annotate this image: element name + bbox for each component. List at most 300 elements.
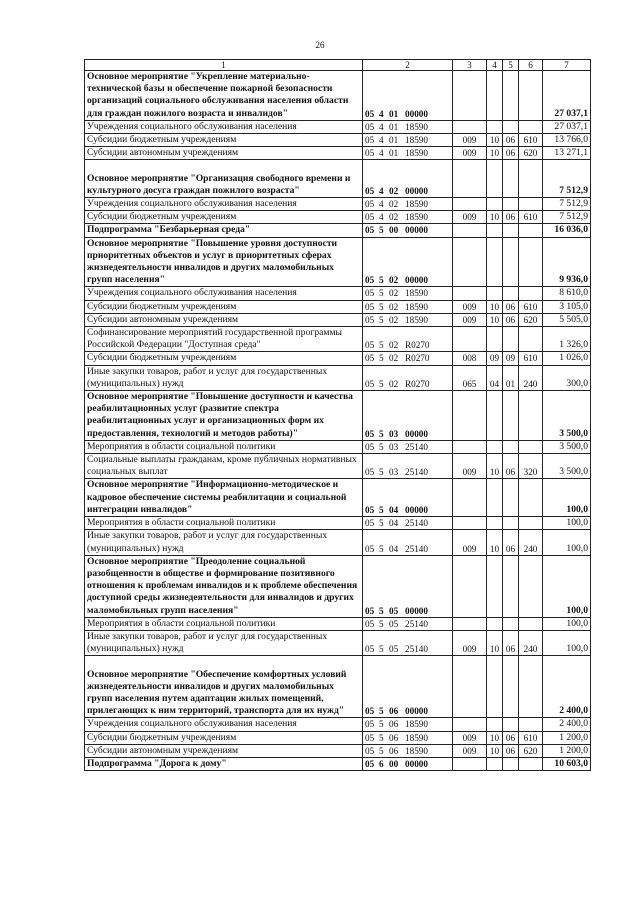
code-part: 05	[365, 758, 375, 769]
row-name: Субсидии автономным учреждениям	[85, 147, 363, 160]
row-col-5: 06	[503, 731, 519, 744]
row-col-5: 01	[503, 365, 519, 390]
row-col-5: 06	[503, 300, 519, 313]
row-col-6	[519, 237, 543, 287]
code-part: 5	[379, 543, 384, 554]
code-part: 00000	[405, 225, 428, 236]
code-part: 00	[389, 758, 399, 769]
row-code	[363, 352, 453, 365]
code-part: 06	[389, 706, 399, 717]
table-row	[85, 365, 591, 390]
row-amount: 2 400,0	[543, 656, 591, 718]
code-part: 00000	[405, 185, 428, 196]
row-col-5	[503, 517, 519, 530]
code-part: 05	[389, 618, 399, 629]
row-col-3	[453, 224, 487, 237]
code-part: 5	[379, 467, 384, 478]
row-col-5	[503, 617, 519, 630]
code-part: 5	[379, 378, 384, 389]
table-row	[85, 147, 591, 160]
row-amount: 1 326,0	[543, 327, 591, 352]
row-col-4: 10	[487, 630, 503, 655]
row-amount: 27 037,1	[543, 71, 591, 121]
row-code	[363, 287, 453, 300]
row-code	[363, 71, 453, 121]
header-col-6: 6	[519, 60, 543, 71]
row-col-5	[503, 555, 519, 617]
code-part: 02	[389, 314, 399, 325]
code-part: 02	[389, 288, 399, 299]
code-part: 03	[389, 428, 399, 439]
row-col-4: 10	[487, 454, 503, 479]
code-part: 05	[365, 199, 375, 210]
code-part: 00	[389, 225, 399, 236]
row-col-3: 009	[453, 744, 487, 757]
table-row	[85, 134, 591, 147]
row-code	[363, 120, 453, 133]
code-part: 05	[365, 618, 375, 629]
row-col-4	[487, 555, 503, 617]
row-code	[363, 440, 453, 453]
code-part: R0270	[405, 378, 430, 389]
code-part: 18590	[405, 135, 428, 146]
row-code	[363, 160, 453, 198]
table-row	[85, 391, 591, 441]
code-part: 02	[389, 212, 399, 223]
code-part: 4	[379, 148, 384, 159]
code-part: 5	[379, 340, 384, 351]
code-part: 18590	[405, 745, 428, 756]
code-part: 05	[365, 288, 375, 299]
code-part: 5	[379, 225, 384, 236]
row-col-6: 610	[519, 134, 543, 147]
row-amount: 1 200,0	[543, 731, 591, 744]
code-part: 4	[379, 185, 384, 196]
row-col-6: 240	[519, 365, 543, 390]
code-part: 05	[365, 108, 375, 119]
code-part: 00000	[405, 706, 428, 717]
row-name: Мероприятия в области социальной политики	[85, 617, 363, 630]
row-amount: 3 500,0	[543, 454, 591, 479]
code-part: 05	[365, 605, 375, 616]
row-col-6	[519, 617, 543, 630]
code-part: 03	[389, 467, 399, 478]
row-col-5	[503, 440, 519, 453]
code-part: 05	[365, 314, 375, 325]
row-col-6	[519, 120, 543, 133]
row-col-6: 620	[519, 744, 543, 757]
row-col-5: 06	[503, 454, 519, 479]
code-part: 00000	[405, 428, 428, 439]
code-part: 18590	[405, 314, 428, 325]
row-name: Основное мероприятие "Обеспечение комфортных условий жизнедеятельности инвалидов и других маломобильных групп населения путем адаптации жилых помещений, прилегающих к ним территорий, транспорта для их нужд"	[85, 656, 363, 718]
code-part: 25140	[405, 618, 428, 629]
row-name: Основное мероприятие "Организация свободного времени и культурного досуга граждан пожилого возраста"	[85, 160, 363, 198]
table-row	[85, 517, 591, 530]
code-part: R0270	[405, 340, 430, 351]
row-col-5	[503, 327, 519, 352]
row-code	[363, 630, 453, 655]
row-col-4: 10	[487, 211, 503, 224]
table-row	[85, 120, 591, 133]
code-part: 18590	[405, 288, 428, 299]
table-row	[85, 440, 591, 453]
code-part: 03	[389, 441, 399, 452]
row-col-3: 009	[453, 211, 487, 224]
row-amount: 7 512,9	[543, 211, 591, 224]
row-name: Софинансирование мероприятий государственной программы Российской Федерации "Доступная среда"	[85, 327, 363, 352]
code-part: 05	[365, 121, 375, 132]
code-part: 00000	[405, 108, 428, 119]
row-col-4	[487, 287, 503, 300]
header-col-2: 2	[363, 60, 453, 71]
table-row	[85, 352, 591, 365]
row-amount: 100,0	[543, 479, 591, 517]
code-part: 00000	[405, 605, 428, 616]
row-name: Субсидии бюджетным учреждениям	[85, 300, 363, 313]
row-amount: 27 037,1	[543, 120, 591, 133]
code-part: 00000	[405, 758, 428, 769]
page-number: 26	[315, 40, 325, 50]
row-col-3	[453, 237, 487, 287]
row-code	[363, 731, 453, 744]
code-part: 4	[379, 135, 384, 146]
code-part: 05	[365, 275, 375, 286]
row-col-5: 09	[503, 352, 519, 365]
code-part: 25140	[405, 467, 428, 478]
row-col-4: 10	[487, 530, 503, 555]
code-part: 18590	[405, 148, 428, 159]
row-col-6: 620	[519, 147, 543, 160]
row-col-4	[487, 224, 503, 237]
row-name: Основное мероприятие "Повышение доступности и качества реабилитационных услуг (развитие спектра реабилитационных услуг и организационных форм их предоставления, технологий и методов работы)"	[85, 391, 363, 441]
row-name: Учреждения социального обслуживания населения	[85, 198, 363, 211]
row-amount: 8 610,0	[543, 287, 591, 300]
row-code	[363, 555, 453, 617]
row-col-4: 10	[487, 134, 503, 147]
row-code	[363, 365, 453, 390]
table-row	[85, 287, 591, 300]
table-row	[85, 224, 591, 237]
row-col-5	[503, 479, 519, 517]
row-name: Субсидии автономным учреждениям	[85, 744, 363, 757]
row-name: Основное мероприятие "Преодоление социальной разобщенности в обществе и формирование позитивного отношения к проблемам инвалидов и к проблеме обеспечения доступной среды жизнедеятельности для инвалидов и других маломобильных групп населения"	[85, 555, 363, 617]
row-code	[363, 237, 453, 287]
row-code	[363, 211, 453, 224]
row-amount: 16 036,0	[543, 224, 591, 237]
code-part: 5	[379, 644, 384, 655]
row-col-3	[453, 757, 487, 770]
code-part: 05	[365, 225, 375, 236]
code-part: 05	[365, 745, 375, 756]
code-part: 5	[379, 719, 384, 730]
row-col-4	[487, 120, 503, 133]
row-code	[363, 744, 453, 757]
code-part: 02	[389, 340, 399, 351]
row-col-5	[503, 160, 519, 198]
row-col-6: 320	[519, 454, 543, 479]
row-col-6	[519, 160, 543, 198]
code-part: 5	[379, 605, 384, 616]
code-part: 01	[389, 148, 399, 159]
row-col-5	[503, 237, 519, 287]
row-col-3: 009	[453, 530, 487, 555]
code-part: 5	[379, 353, 384, 364]
row-col-6: 620	[519, 313, 543, 326]
code-part: 18590	[405, 121, 428, 132]
code-part: 5	[379, 314, 384, 325]
code-part: 6	[379, 758, 384, 769]
row-col-6	[519, 198, 543, 211]
row-col-5: 06	[503, 313, 519, 326]
table-row	[85, 71, 591, 121]
row-col-6	[519, 440, 543, 453]
row-code	[363, 479, 453, 517]
code-part: 05	[365, 428, 375, 439]
row-col-5	[503, 71, 519, 121]
row-col-6: 610	[519, 300, 543, 313]
code-part: 25140	[405, 518, 428, 529]
row-col-4	[487, 237, 503, 287]
row-amount: 7 512,9	[543, 160, 591, 198]
code-part: 02	[389, 353, 399, 364]
code-part: 06	[389, 732, 399, 743]
row-col-3	[453, 71, 487, 121]
code-part: 05	[365, 340, 375, 351]
row-col-3	[453, 656, 487, 718]
code-part: 18590	[405, 719, 428, 730]
table-row	[85, 757, 591, 770]
table-row	[85, 454, 591, 479]
row-amount: 5 505,0	[543, 313, 591, 326]
code-part: 06	[389, 719, 399, 730]
row-amount: 100,0	[543, 530, 591, 555]
row-col-3: 009	[453, 300, 487, 313]
row-code	[363, 718, 453, 731]
row-col-6: 610	[519, 731, 543, 744]
row-amount: 10 603,0	[543, 757, 591, 770]
row-code	[363, 517, 453, 530]
code-part: 05	[365, 441, 375, 452]
row-col-4: 09	[487, 352, 503, 365]
code-part: 05	[365, 378, 375, 389]
row-col-6	[519, 327, 543, 352]
code-part: 04	[389, 504, 399, 515]
code-part: 5	[379, 275, 384, 286]
row-col-3: 009	[453, 313, 487, 326]
row-col-5	[503, 224, 519, 237]
code-part: 01	[389, 121, 399, 132]
row-code	[363, 530, 453, 555]
code-part: 05	[365, 518, 375, 529]
table-row	[85, 617, 591, 630]
row-col-5: 06	[503, 744, 519, 757]
row-col-3	[453, 120, 487, 133]
row-col-4	[487, 718, 503, 731]
row-col-4: 10	[487, 731, 503, 744]
code-part: 5	[379, 518, 384, 529]
row-amount: 100,0	[543, 630, 591, 655]
code-part: 5	[379, 504, 384, 515]
code-part: 04	[389, 543, 399, 554]
code-part: 5	[379, 618, 384, 629]
row-code	[363, 147, 453, 160]
code-part: 5	[379, 732, 384, 743]
code-part: 06	[389, 745, 399, 756]
row-amount: 100,0	[543, 617, 591, 630]
row-amount: 13 271,1	[543, 147, 591, 160]
row-col-3: 065	[453, 365, 487, 390]
row-col-6: 610	[519, 211, 543, 224]
row-code	[363, 757, 453, 770]
code-part: 05	[365, 353, 375, 364]
row-col-3	[453, 198, 487, 211]
table-row	[85, 313, 591, 326]
row-code	[363, 313, 453, 326]
code-part: 05	[389, 605, 399, 616]
row-name: Субсидии бюджетным учреждениям	[85, 731, 363, 744]
row-name: Подпрограмма "Дорога к дому"	[85, 757, 363, 770]
row-code	[363, 391, 453, 441]
row-col-5	[503, 718, 519, 731]
row-col-5	[503, 198, 519, 211]
table-row	[85, 744, 591, 757]
row-col-4	[487, 71, 503, 121]
row-col-6: 240	[519, 630, 543, 655]
header-col-1: 1	[85, 60, 363, 71]
code-part: 5	[379, 745, 384, 756]
row-col-6	[519, 391, 543, 441]
table-row	[85, 198, 591, 211]
row-col-3: 009	[453, 147, 487, 160]
header-col-7: 7	[543, 60, 591, 71]
table-row	[85, 530, 591, 555]
code-part: 05	[365, 706, 375, 717]
row-col-5	[503, 757, 519, 770]
code-part: 18590	[405, 199, 428, 210]
row-amount: 100,0	[543, 517, 591, 530]
row-col-6	[519, 517, 543, 530]
row-code	[363, 300, 453, 313]
code-part: 04	[389, 518, 399, 529]
code-part: 18590	[405, 301, 428, 312]
row-col-6	[519, 224, 543, 237]
row-amount: 7 512,9	[543, 198, 591, 211]
row-col-5: 06	[503, 211, 519, 224]
row-col-5: 06	[503, 147, 519, 160]
row-col-6	[519, 718, 543, 731]
code-part: 05	[365, 301, 375, 312]
row-name: Субсидии бюджетным учреждениям	[85, 352, 363, 365]
row-code	[363, 198, 453, 211]
row-col-6: 610	[519, 352, 543, 365]
code-part: 4	[379, 199, 384, 210]
row-col-5: 06	[503, 530, 519, 555]
row-col-4	[487, 517, 503, 530]
row-col-5	[503, 391, 519, 441]
row-amount: 3 105,0	[543, 300, 591, 313]
row-name: Субсидии автономным учреждениям	[85, 313, 363, 326]
row-col-4	[487, 479, 503, 517]
row-col-6	[519, 71, 543, 121]
code-part: 18590	[405, 732, 428, 743]
code-part: 25140	[405, 543, 428, 554]
row-col-5	[503, 287, 519, 300]
row-name: Мероприятия в области социальной политики	[85, 440, 363, 453]
code-part: 5	[379, 301, 384, 312]
code-part: 05	[365, 504, 375, 515]
code-part: 05	[365, 543, 375, 554]
table-row	[85, 555, 591, 617]
row-col-6	[519, 757, 543, 770]
row-name: Учреждения социального обслуживания населения	[85, 120, 363, 133]
code-part: 18590	[405, 212, 428, 223]
row-name: Учреждения социального обслуживания населения	[85, 718, 363, 731]
row-amount: 300,0	[543, 365, 591, 390]
row-code	[363, 327, 453, 352]
row-col-4: 04	[487, 365, 503, 390]
table-row	[85, 718, 591, 731]
row-name: Иные закупки товаров, работ и услуг для государственных (муниципальных) нужд	[85, 630, 363, 655]
row-name: Субсидии бюджетным учреждениям	[85, 134, 363, 147]
row-col-5	[503, 656, 519, 718]
code-part: 05	[365, 185, 375, 196]
row-col-3	[453, 440, 487, 453]
row-name: Иные закупки товаров, работ и услуг для государственных (муниципальных) нужд	[85, 530, 363, 555]
row-col-4: 10	[487, 313, 503, 326]
row-name: Учреждения социального обслуживания населения	[85, 287, 363, 300]
row-col-3	[453, 327, 487, 352]
code-part: 05	[389, 644, 399, 655]
code-part: 05	[365, 467, 375, 478]
row-col-6	[519, 555, 543, 617]
row-col-3: 008	[453, 352, 487, 365]
row-amount: 100,0	[543, 555, 591, 617]
code-part: 02	[389, 301, 399, 312]
row-col-3	[453, 555, 487, 617]
row-name: Основное мероприятие "Укрепление материально-технической базы и обеспечение пожарной безопасности организаций социального обслуживания населения области для граждан пожилого возраста и инвалидов"	[85, 71, 363, 121]
row-amount: 2 400,0	[543, 718, 591, 731]
code-part: 02	[389, 378, 399, 389]
row-col-4	[487, 757, 503, 770]
row-code	[363, 224, 453, 237]
row-name: Основное мероприятие "Повышение уровня доступности приоритетных объектов и услуг в приоритетных сферах жизнедеятельности инвалидов и других маломобильных групп населения"	[85, 237, 363, 287]
row-col-5: 06	[503, 134, 519, 147]
row-amount: 9 936,0	[543, 237, 591, 287]
table-row	[85, 479, 591, 517]
row-col-3	[453, 517, 487, 530]
row-col-6	[519, 656, 543, 718]
code-part: 4	[379, 121, 384, 132]
code-part: 02	[389, 185, 399, 196]
code-part: 00000	[405, 504, 428, 515]
row-col-3	[453, 287, 487, 300]
row-col-3	[453, 617, 487, 630]
row-col-5: 06	[503, 630, 519, 655]
table-row	[85, 731, 591, 744]
row-name: Социальные выплаты гражданам, кроме публичных нормативных социальных выплат	[85, 454, 363, 479]
row-col-3: 009	[453, 731, 487, 744]
row-col-4	[487, 160, 503, 198]
row-name: Подпрограмма "Безбарьерная среда"	[85, 224, 363, 237]
code-part: 00000	[405, 275, 428, 286]
row-col-4	[487, 617, 503, 630]
row-name: Иные закупки товаров, работ и услуг для государственных (муниципальных) нужд	[85, 365, 363, 390]
code-part: 5	[379, 706, 384, 717]
row-col-3	[453, 160, 487, 198]
row-amount: 3 500,0	[543, 440, 591, 453]
row-col-4	[487, 440, 503, 453]
